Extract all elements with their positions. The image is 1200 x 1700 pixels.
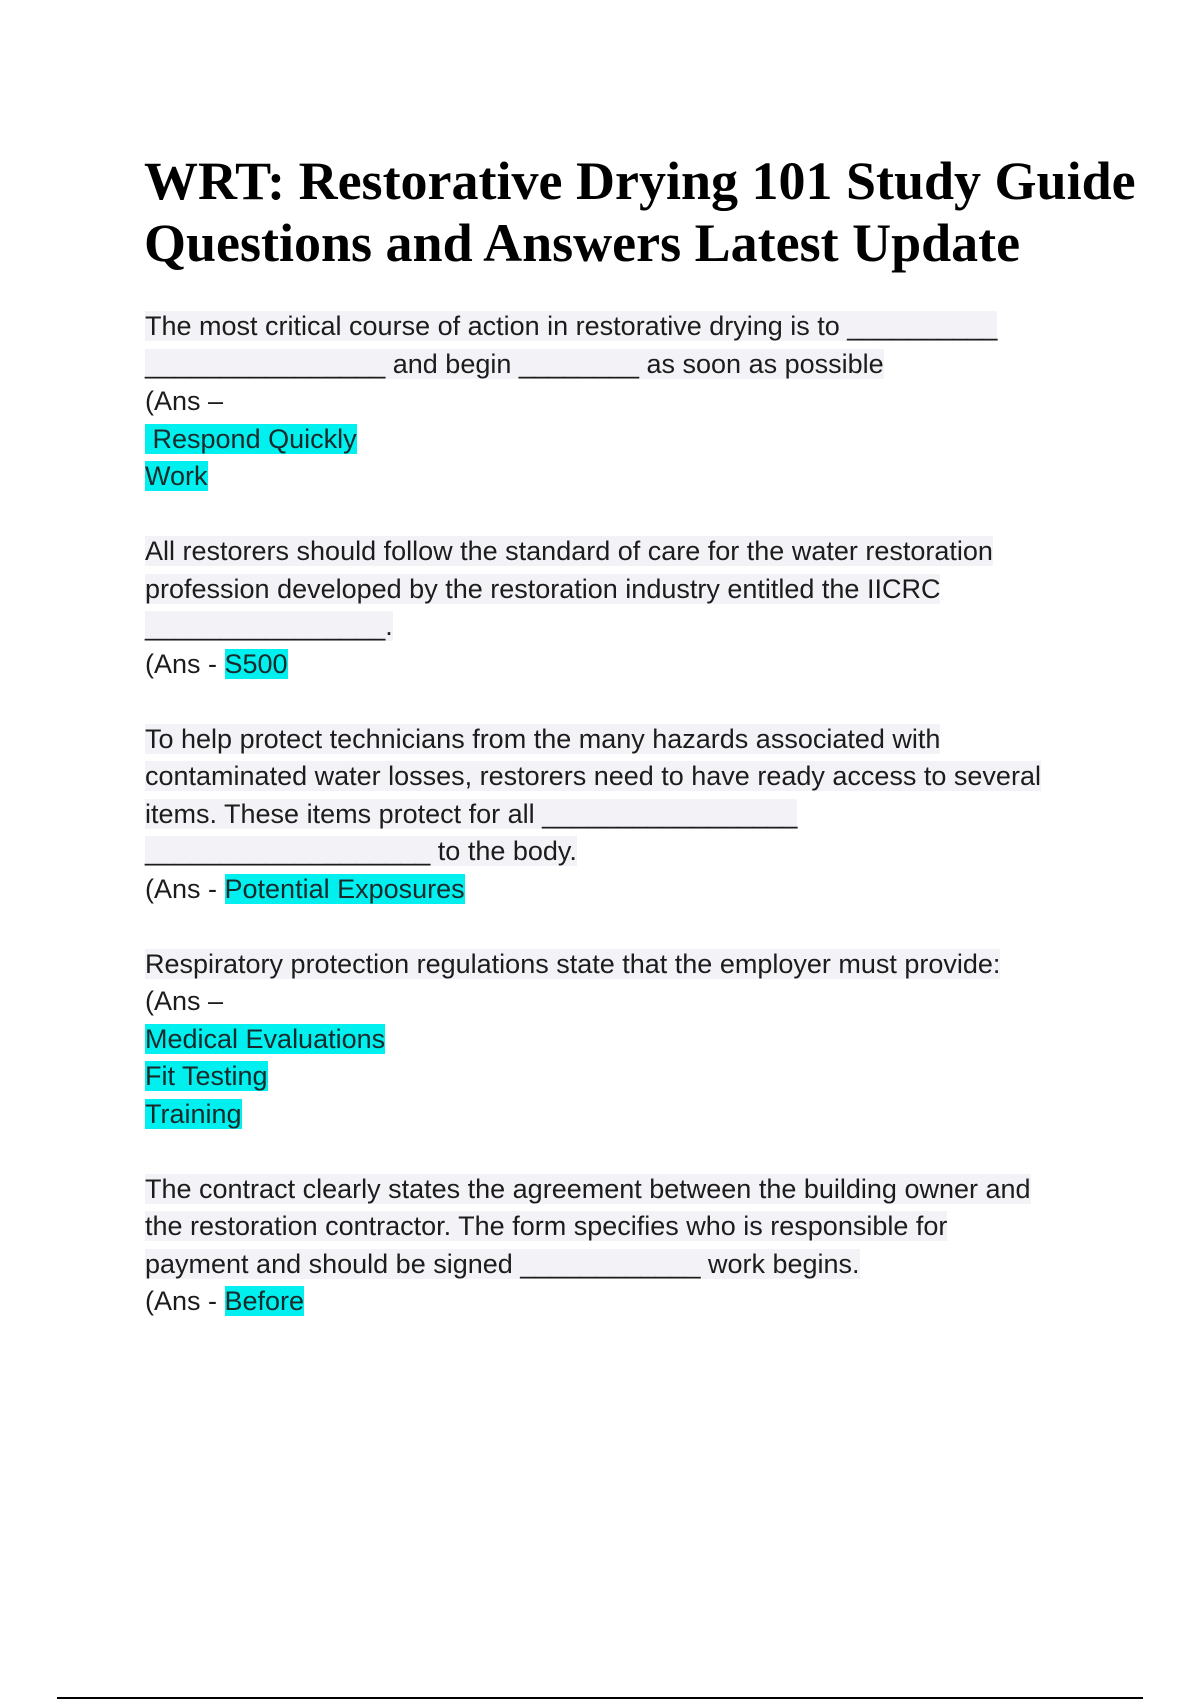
answer-prefix: (Ans – [145, 986, 224, 1016]
answer-highlight: Work [145, 461, 208, 491]
question-line: the restoration contractor. The form specifies who is responsible for [145, 1211, 948, 1241]
question-line: payment and should be signed ____________ work begins. [145, 1248, 860, 1279]
question-line: profession developed by the restoration industry entitled the IICRC [145, 573, 941, 604]
question-line: ________________. [145, 611, 393, 641]
question-line: Respiratory protection regulations state that the employer must provide: [145, 948, 1001, 979]
document-title [144, 150, 1194, 274]
answer-line [145, 646, 1105, 684]
qa-item-2 [145, 533, 1105, 683]
answer-highlight: Before [224, 1286, 305, 1316]
answer-line [145, 1021, 1105, 1059]
qa-item-1 [145, 308, 1105, 496]
answer-highlight: Training [145, 1098, 242, 1129]
question-line: The most critical course of action in restorative drying is to __________ [145, 311, 998, 341]
answer-prefix: (Ans - [145, 1286, 225, 1316]
title-line-1: WRT: Restorative Drying 101 Study Guide [144, 151, 1136, 211]
answer-line [145, 1096, 1105, 1134]
qa-item-4 [145, 946, 1105, 1134]
question-line: All restorers should follow the standard of care for the water restoration [145, 536, 993, 566]
answer-highlight: Potential Exposures [224, 873, 465, 904]
answer-highlight: Respond Quickly [145, 423, 357, 454]
question-line: ________________ and begin ________ as soon as possible [145, 348, 884, 379]
answer-line [145, 458, 1105, 496]
question-line: ___________________ to the body. [145, 836, 577, 866]
qa-item-3 [145, 721, 1105, 909]
answer-line [145, 1283, 1105, 1321]
title-line-2: Questions and Answers Latest Update [144, 213, 1021, 273]
question-line: items. These items protect for all _________________ [145, 798, 798, 829]
answer-line [145, 421, 1105, 459]
qa-item-5 [145, 1171, 1105, 1321]
answer-line [145, 871, 1105, 909]
answer-highlight: Medical Evaluations [145, 1023, 386, 1054]
answer-prefix: (Ans – [145, 386, 224, 416]
question-line: To help protect technicians from the many hazards associated with [145, 723, 941, 754]
answer-highlight: Fit Testing [145, 1061, 268, 1091]
answer-prefix: (Ans - [145, 648, 225, 679]
answer-line [145, 1058, 1105, 1096]
question-line: The contract clearly states the agreement between the building owner and [145, 1173, 1031, 1204]
answer-highlight: S500 [224, 648, 288, 679]
footer-divider [57, 1697, 1143, 1699]
qa-list [145, 308, 1105, 1321]
question-line: contaminated water losses, restorers need to have ready access to several [145, 761, 1041, 791]
answer-prefix: (Ans - [145, 873, 225, 904]
